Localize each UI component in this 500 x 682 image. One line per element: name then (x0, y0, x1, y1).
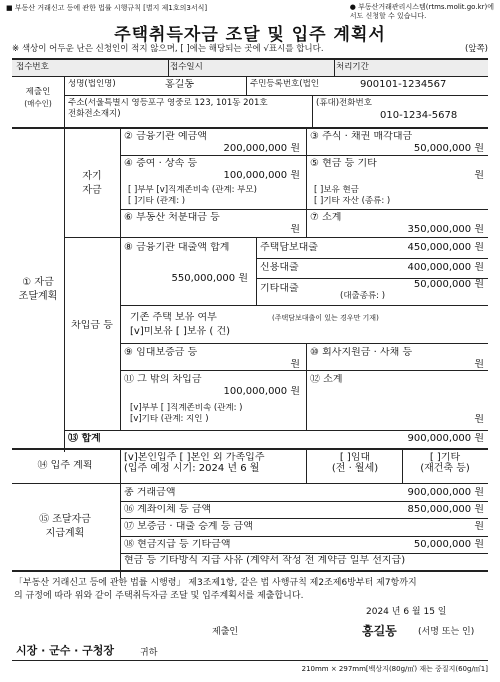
succession-value[interactable]: 원 (474, 521, 484, 532)
borrowing-relation-option-2[interactable]: [v]기타 (관계: 지인 ) (130, 414, 209, 424)
gift-label: ④ 증여 · 상속 등 (124, 158, 198, 169)
instruction-note: ※ 색상이 어두운 난은 신청인이 적지 않으며, [ ]에는 해당되는 곳에 √표시를 합니다. (앞쪽) (12, 44, 488, 54)
transfer-value[interactable]: 850,000,000 원 (407, 504, 484, 515)
grand-total-label: ⑬ 합계 (68, 433, 101, 444)
cash-payment-label: ⑱ 현금지급 등 기타금액 (124, 539, 231, 550)
bank-loan-label: ⑧ 금융기관 대출액 합계 (124, 242, 230, 253)
other-borrowing-label: ⑪ 그 밖의 차입금 (124, 374, 202, 385)
signer-name[interactable]: 홍길동 (362, 624, 397, 638)
resident-id-label: 주민등록번호(법인 (250, 79, 320, 89)
resident-id-value[interactable]: 900101-1234567 (360, 79, 447, 90)
name-label: 성명(법인명) (68, 79, 116, 89)
recipient-office: 시장 · 군수 · 구청장 (16, 644, 115, 657)
transfer-label: ⑯ 계좌이체 등 금액 (124, 504, 212, 515)
form-title: 주택취득자금 조달 및 입주 계획서 (114, 25, 386, 45)
address-field[interactable]: 주소(서울특별시 영등포구 영중로 123, 101동 201호 전화전소재지) (68, 98, 268, 119)
gift-relation-option-1[interactable]: [ ]부부 [v]직계존비속 (관계: 부모) (128, 185, 257, 195)
receipt-row (12, 60, 488, 76)
other-loan-value[interactable]: 50,000,000 원 (413, 279, 484, 290)
credit-loan-value[interactable]: 400,000,000 원 (407, 262, 484, 273)
own-subtotal-label: ⑦ 소계 (310, 212, 342, 223)
borrowed-funds-label: 차입금 등 (71, 320, 113, 331)
own-funds-label: 자기 자금 (82, 171, 102, 196)
borrowed-subtotal-value[interactable]: 원 (474, 414, 484, 425)
deposit-label: ② 금융기관 예금액 (124, 131, 207, 142)
existing-house-note: (주택담보대출이 있는 경우만 기재) (272, 314, 379, 322)
mortgage-loan-value[interactable]: 450,000,000 원 (407, 242, 484, 253)
mortgage-loan-label: 주택담보대출 (260, 242, 318, 253)
page-side: (앞쪽) (464, 44, 488, 54)
rent-deposit-label: ⑨ 임대보증금 등 (124, 347, 198, 358)
cash-option-1[interactable]: [ ]보유 현금 (314, 185, 359, 195)
receipt-no-label: 접수번호 (16, 62, 49, 72)
existing-house-options[interactable]: [v]미보유 [ ]보유 ( 건) (130, 326, 231, 337)
company-support-value[interactable]: 원 (474, 359, 484, 370)
phone-label: (휴대)전화번호 (316, 98, 372, 108)
receipt-date-label: 접수일시 (170, 62, 203, 72)
funding-plan-label: ① 자금 조달계획 (18, 277, 58, 302)
move-in-option-other[interactable]: [ ]기타 (재건축 등) (420, 452, 470, 474)
submission-date[interactable]: 2024 년 6 월 15 일 (366, 607, 447, 617)
cash-value[interactable]: 원 (474, 170, 484, 181)
submitter-label: 제출인 (매수인) (24, 87, 52, 108)
phone-value[interactable]: 010-1234-5678 (380, 110, 458, 121)
borrowing-relation-option-1[interactable]: [v]부부 [ ]직계존비속 (관계: ) (130, 403, 243, 413)
recipient-suffix: 귀하 (140, 648, 158, 658)
table-top-border (12, 58, 488, 60)
form-header (6, 3, 494, 20)
property-sale-value[interactable]: 원 (290, 224, 300, 235)
signer-label: 제출인 (212, 627, 239, 637)
total-price-value[interactable]: 900,000,000 원 (407, 487, 484, 498)
total-price-label: 총 거래금액 (124, 487, 176, 498)
move-in-plan-label: ⑭ 입주 계획 (37, 460, 93, 471)
other-loan-label: 기타대출 (260, 283, 299, 294)
online-notice: ● 부동산거래관리시스템(rtms.molit.go.kr)에 서도 신청할 수 있습니다. (349, 3, 494, 20)
bank-loan-value[interactable]: 550,000,000 원 (171, 273, 248, 284)
cash-label: ⑤ 현금 등 기타 (310, 158, 377, 169)
other-loan-kind[interactable]: (대출종류: ) (340, 291, 386, 301)
declaration-line-2: 의 규정에 따라 위와 같이 주택취득자금 조달 및 입주계획서를 제출합니다. (14, 591, 304, 601)
stock-sale-value[interactable]: 50,000,000 원 (413, 143, 484, 154)
payment-plan-label: ⑮ 조달자금 지급계획 (39, 514, 91, 539)
table-bottom-border (12, 570, 488, 572)
signature-note: (서명 또는 인) (418, 627, 475, 637)
property-sale-label: ⑥ 부동산 처분대금 등 (124, 212, 220, 223)
company-support-label: ⑩ 회사지원금 · 사채 등 (310, 347, 413, 358)
gift-value[interactable]: 100,000,000 원 (223, 170, 300, 181)
cash-payment-value[interactable]: 50,000,000 원 (413, 539, 484, 550)
move-in-option-lease[interactable]: [ ]임대 (전 · 월세) (331, 452, 379, 474)
own-subtotal-value[interactable]: 350,000,000 원 (407, 224, 484, 235)
succession-label: ⑰ 보증금 · 대출 승계 등 금액 (124, 521, 253, 532)
deposit-value[interactable]: 200,000,000 원 (223, 143, 300, 154)
gift-relation-option-2[interactable]: [ ]기타 (관계: ) (128, 196, 186, 206)
other-borrowing-value[interactable]: 100,000,000 원 (223, 386, 300, 397)
existing-house-label: 기존 주택 보유 여부 (130, 312, 217, 323)
legal-basis: ■ 부동산 거래신고 등에 관한 법률 시행규칙 [별지 제1호의3서식] (6, 4, 208, 12)
processing-period-label: 처리기간 (336, 62, 369, 72)
stock-sale-label: ③ 주식 · 채권 매각대금 (310, 131, 413, 142)
paper-spec: 210mm × 297mm[백상지(80g/㎡) 재는 중질지(60g/㎡1] (301, 665, 488, 673)
cash-payment-reason[interactable]: 현금 등 기타방식 지급 사유 (계약서 작성 전 계약금 일부 선지급) (124, 555, 406, 566)
move-in-option-self[interactable]: [v]본인입주 [ ]본인 외 가족입주 (입주 예정 시기: 2024 년 6 월 (124, 452, 265, 474)
credit-loan-label: 신용대출 (260, 262, 299, 273)
declaration-line-1: 「부동산 거래신고 등에 관한 법률 시행령」 제3조제1항, 같은 법 사행규칙 제2조제6방부터 제7항까지 (14, 578, 417, 588)
name-value[interactable]: 홍길동 (165, 79, 194, 90)
borrowed-subtotal-label: ⑫ 소계 (310, 374, 343, 385)
grand-total-value[interactable]: 900,000,000 원 (407, 433, 484, 444)
rent-deposit-value[interactable]: 원 (290, 359, 300, 370)
cash-option-2[interactable]: [ ]기타 자산 (종류: ) (314, 196, 391, 206)
